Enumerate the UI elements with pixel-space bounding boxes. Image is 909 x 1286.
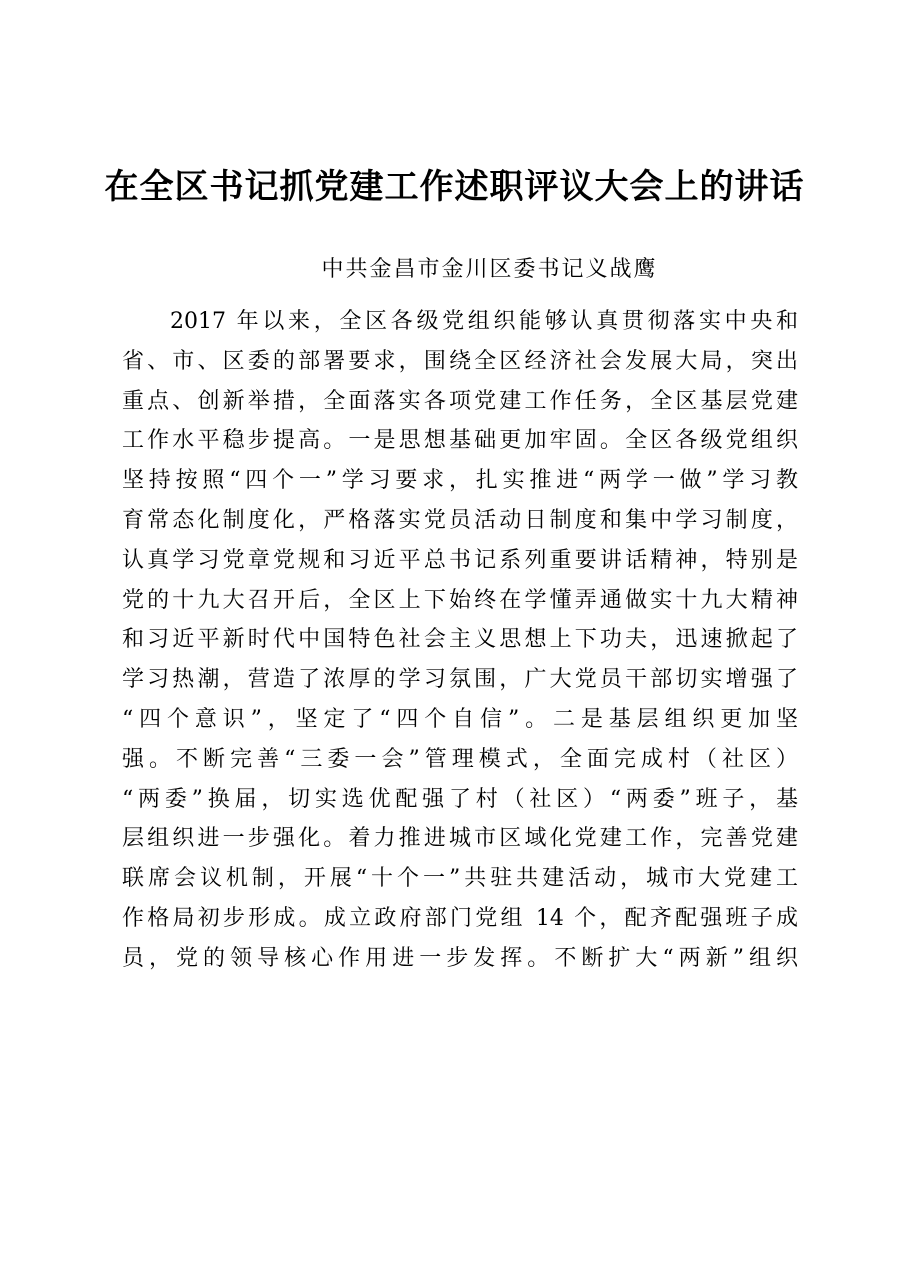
body-line: 和习近平新时代中国特色社会主义思想上下功夫，迅速掀起了	[122, 627, 798, 653]
body-line: “两委”换届，切实选优配强了村（社区）“两委”班子，基	[122, 786, 798, 812]
body-line: 强。不断完善“三委一会”管理模式，全面完成村（社区）	[122, 746, 798, 772]
body-line: 重点、创新举措，全面落实各项党建工作任务，全区基层党建	[122, 388, 798, 414]
document-title: 在全区书记抓党建工作述职评议大会上的讲话	[104, 167, 805, 207]
body-line: 作格局初步形成。成立政府部门党组 14 个，配齐配强班子成	[122, 905, 798, 931]
body-line: “四个意识”，坚定了“四个自信”。二是基层组织更加坚	[122, 706, 798, 732]
body-line: 员，党的领导核心作用进一步发挥。不断扩大“两新”组织	[122, 945, 798, 971]
body-line: 认真学习党章党规和习近平总书记系列重要讲话精神，特别是	[122, 547, 798, 573]
body-line: 工作水平稳步提高。一是思想基础更加牢固。全区各级党组织	[122, 428, 798, 454]
body-line: 2017 年以来，全区各级党组织能够认真贯彻落实中央和	[170, 309, 798, 334]
document-body	[122, 302, 798, 979]
body-line: 育常态化制度化，严格落实党员活动日制度和集中学习制度，	[122, 507, 798, 533]
body-line: 省、市、区委的部署要求，围绕全区经济社会发展大局，突出	[122, 348, 798, 374]
body-line: 学习热潮，营造了浓厚的学习氛围，广大党员干部切实增强了	[122, 667, 798, 693]
body-line: 联席会议机制，开展“十个一”共驻共建活动，城市大党建工	[122, 866, 798, 892]
body-line: 党的十九大召开后，全区上下始终在学懂弄通做实十九大精神	[122, 587, 798, 613]
body-line: 层组织进一步强化。着力推进城市区域化党建工作，完善党建	[122, 826, 798, 852]
document-author: 中共金昌市金川区委书记义战鹰	[321, 257, 658, 282]
body-line: 坚持按照“四个一”学习要求，扎实推进“两学一做”学习教	[122, 468, 798, 494]
